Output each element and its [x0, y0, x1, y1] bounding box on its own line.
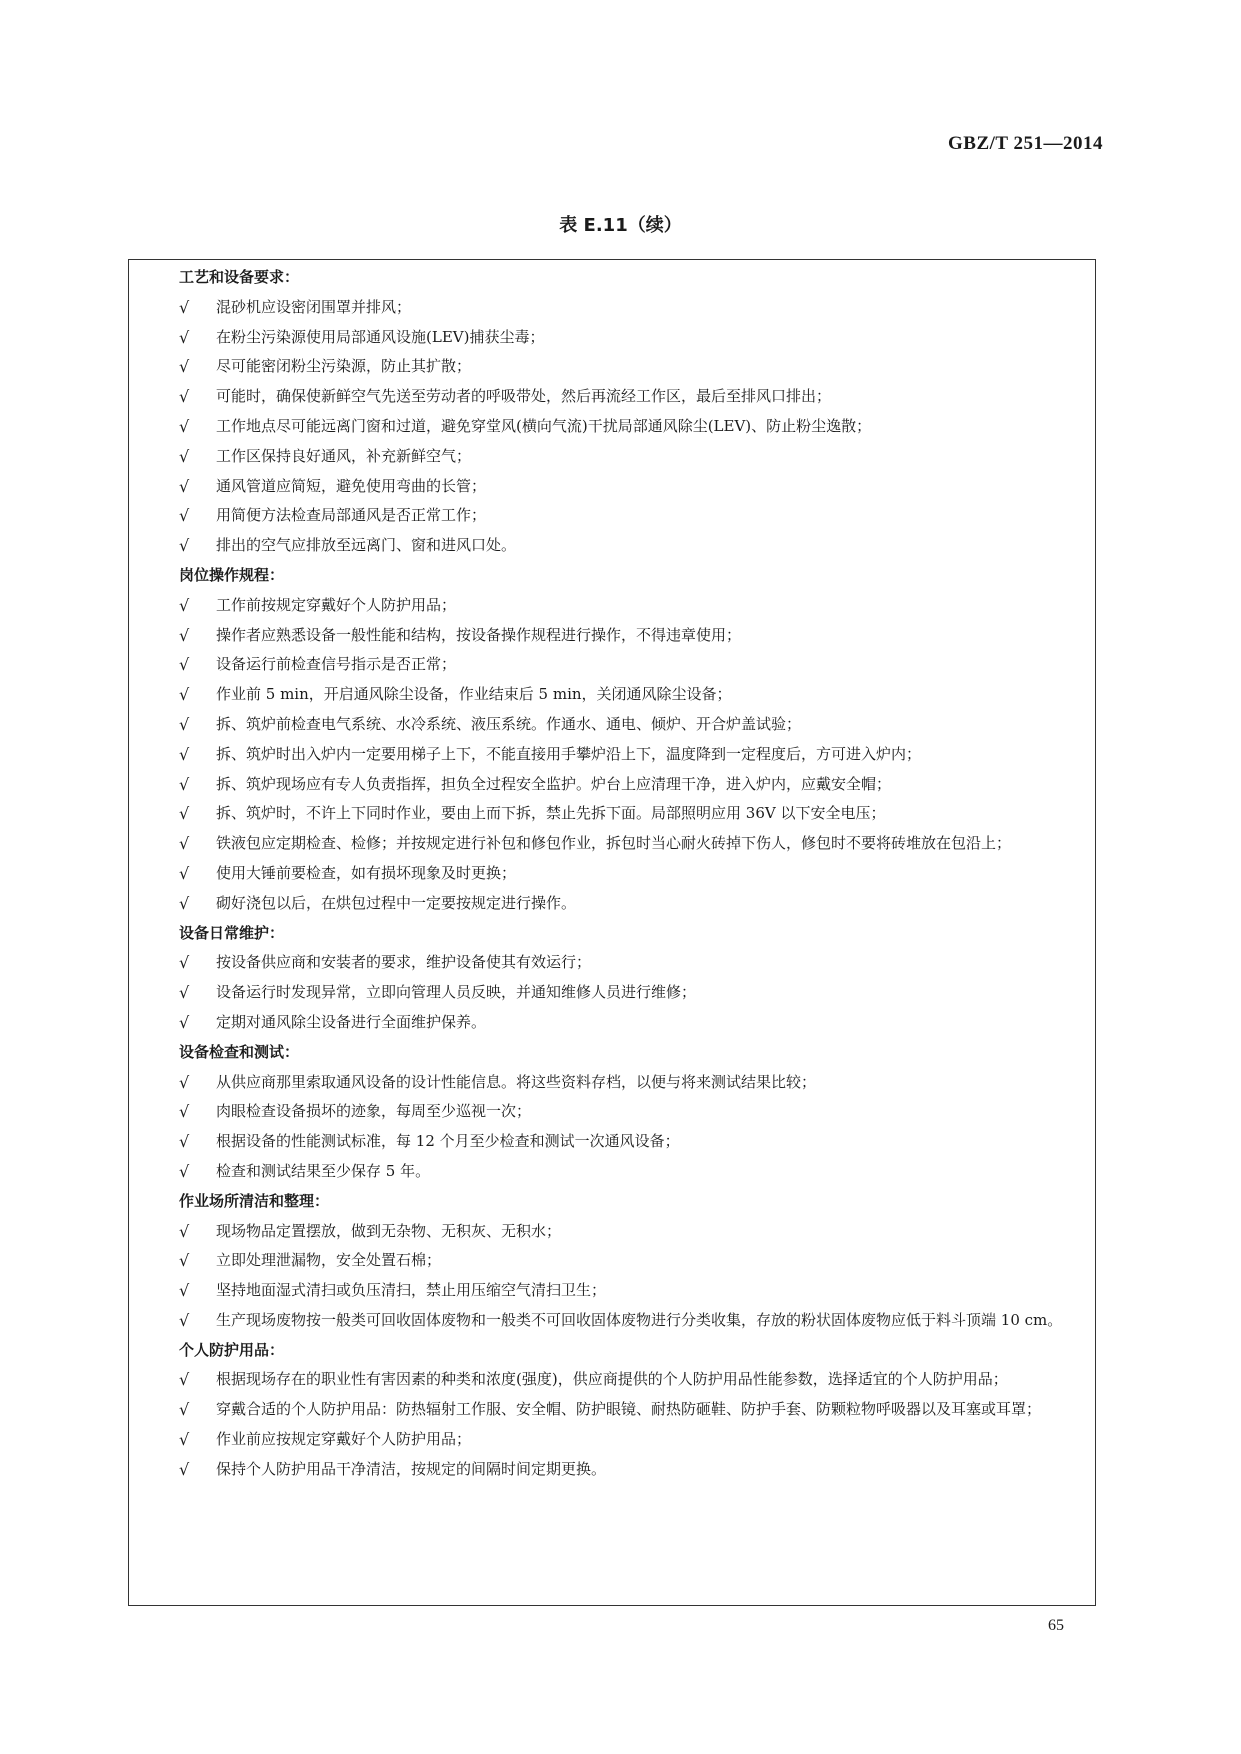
list-item-text: 定期对通风除尘设备进行全面维护保养。	[216, 1012, 487, 1031]
list-item-text: 检查和测试结果至少保存 5 年。	[216, 1161, 431, 1180]
list-item	[179, 680, 1084, 710]
list-item	[179, 412, 1084, 442]
list-item	[179, 799, 1084, 829]
check-mark-icon: √	[179, 685, 190, 705]
check-mark-icon: √	[179, 804, 190, 824]
check-mark-icon: √	[179, 506, 190, 526]
list-item	[179, 1008, 1084, 1038]
check-mark-icon: √	[179, 476, 190, 496]
list-item-text: 坚持地面湿式清扫或负压清扫，禁止用压缩空气清扫卫生；	[216, 1281, 607, 1300]
list-item-text: 按设备供应商和安装者的要求，维护设备使其有效运行；	[216, 953, 592, 972]
list-item	[179, 472, 1084, 502]
list-item	[179, 501, 1084, 531]
section-heading: 个人防护用品：	[179, 1340, 285, 1359]
list-item-text: 作业前 5 min，开启通风除尘设备，作业结束后 5 min，关闭通风除尘设备；	[216, 685, 732, 704]
list-item-text: 在粉尘污染源使用局部通风设施(LEV)捕获尘毒；	[216, 327, 545, 346]
check-mark-icon: √	[179, 1161, 190, 1181]
list-item-text: 生产现场废物按一般类可回收固体废物和一般类不可回收固体废物进行分类收集，存放的粉状固体废物应低于料斗顶端 10 cm。	[216, 1310, 1063, 1329]
check-mark-icon: √	[179, 1370, 190, 1390]
check-mark-icon: √	[179, 625, 190, 645]
list-item	[179, 1246, 1084, 1276]
list-item-text: 保持个人防护用品干净清洁，按规定的间隔时间定期更换。	[216, 1459, 607, 1478]
list-item-text: 工作前按规定穿戴好个人防护用品；	[216, 595, 457, 614]
list-item	[179, 948, 1084, 978]
check-mark-icon: √	[179, 1132, 190, 1152]
list-item-text: 用简便方法检查局部通风是否正常工作；	[216, 506, 487, 525]
list-item	[179, 1455, 1084, 1485]
check-mark-icon: √	[179, 387, 190, 407]
list-item	[179, 650, 1084, 680]
check-mark-icon: √	[179, 714, 190, 734]
list-item-text: 砌好浇包以后，在烘包过程中一定要按规定进行操作。	[216, 893, 577, 912]
list-item-text: 拆、筑炉时，不许上下同时作业，要由上而下拆，禁止先拆下面。局部照明应用 36V 以下安全电压；	[216, 804, 886, 823]
requirements-table	[128, 259, 1096, 1606]
list-item	[179, 1395, 1084, 1425]
check-mark-icon: √	[179, 1102, 190, 1122]
list-item-text: 根据现场存在的职业性有害因素的种类和浓度(强度)，供应商提供的个人防护用品性能参数，选择适宜的个人防护用品；	[216, 1370, 1008, 1389]
list-item-text: 从供应商那里索取通风设备的设计性能信息。将这些资料存档，以便与将来测试结果比较；	[216, 1072, 817, 1091]
list-item-text: 可能时，确保使新鲜空气先送至劳动者的呼吸带处，然后再流经工作区，最后至排风口排出；	[216, 387, 832, 406]
section-heading: 设备检查和测试：	[179, 1042, 300, 1061]
list-item	[179, 1217, 1084, 1247]
check-mark-icon: √	[179, 893, 190, 913]
list-item-text: 铁液包应定期检查、检修；并按规定进行补包和修包作业，拆包时当心耐火砖掉下伤人，修包时不要将砖堆放在包沿上；	[216, 834, 1012, 853]
list-item	[179, 710, 1084, 740]
list-item-text: 通风管道应简短，避免使用弯曲的长管；	[216, 476, 487, 495]
table-title: 表 E.11（续）	[559, 215, 682, 236]
check-mark-icon: √	[179, 1251, 190, 1271]
check-mark-icon: √	[179, 327, 190, 347]
list-item-text: 混砂机应设密闭围罩并排风；	[216, 297, 412, 316]
list-item	[179, 1425, 1084, 1455]
check-mark-icon: √	[179, 357, 190, 377]
section-heading: 工艺和设备要求：	[179, 268, 300, 286]
list-item	[179, 1276, 1084, 1306]
list-item	[179, 442, 1084, 472]
list-item	[179, 293, 1084, 323]
check-mark-icon: √	[179, 416, 190, 436]
list-item	[179, 740, 1084, 770]
standard-code: GBZ/T 251—2014	[948, 133, 1103, 154]
list-item-text: 根据设备的性能测试标准，每 12 个月至少检查和测试一次通风设备；	[216, 1132, 680, 1151]
list-item	[179, 621, 1084, 651]
section-heading: 岗位操作规程：	[179, 565, 285, 584]
check-mark-icon: √	[179, 1459, 190, 1479]
check-mark-icon: √	[179, 863, 190, 883]
list-item-text: 穿戴合适的个人防护用品：防热辐射工作服、安全帽、防护眼镜、耐热防砸鞋、防护手套、防颗粒物呼吸器以及耳塞或耳罩；	[216, 1400, 1042, 1419]
list-item-text: 拆、筑炉时出入炉内一定要用梯子上下，不能直接用手攀炉沿上下，温度降到一定程度后，方可进入炉内；	[216, 744, 922, 763]
list-item-text: 拆、筑炉前检查电气系统、水冷系统、液压系统。作通水、通电、倾炉、开合炉盖试验；	[216, 714, 802, 733]
list-item-text: 作业前应按规定穿戴好个人防护用品；	[216, 1430, 472, 1449]
list-item-text: 现场物品定置摆放，做到无杂物、无积灰、无积水；	[216, 1221, 562, 1240]
check-mark-icon: √	[179, 595, 190, 615]
list-item	[179, 978, 1084, 1008]
check-mark-icon: √	[179, 536, 190, 556]
list-item-text: 拆、筑炉现场应有专人负责指挥，担负全过程安全监护。炉台上应清理干净，进入炉内，应戴安全帽；	[216, 774, 892, 793]
check-mark-icon: √	[179, 1072, 190, 1092]
list-item-text: 工作区保持良好通风，补充新鲜空气；	[216, 446, 472, 465]
list-item	[179, 859, 1084, 889]
list-item	[179, 1306, 1084, 1336]
list-item	[179, 1068, 1084, 1098]
check-mark-icon: √	[179, 446, 190, 466]
check-mark-icon: √	[179, 1310, 190, 1330]
check-mark-icon: √	[179, 983, 190, 1003]
list-item	[179, 323, 1084, 353]
list-item-text: 设备运行时发现异常，立即向管理人员反映，并通知维修人员进行维修；	[216, 983, 697, 1002]
check-mark-icon: √	[179, 953, 190, 973]
list-item-text: 肉眼检查设备损坏的迹象，每周至少巡视一次；	[216, 1102, 532, 1121]
check-mark-icon: √	[179, 1430, 190, 1450]
table-content	[179, 263, 1084, 1485]
check-mark-icon: √	[179, 744, 190, 764]
list-item-text: 操作者应熟悉设备一般性能和结构，按设备操作规程进行操作，不得违章使用；	[216, 625, 742, 644]
list-item	[179, 1365, 1084, 1395]
check-mark-icon: √	[179, 834, 190, 854]
list-item	[179, 1097, 1084, 1127]
list-item	[179, 889, 1084, 919]
list-item	[179, 829, 1084, 859]
list-item	[179, 1157, 1084, 1187]
list-item-text: 设备运行前检查信号指示是否正常；	[216, 655, 457, 674]
check-mark-icon: √	[179, 774, 190, 794]
list-item-text: 使用大锤前要检查，如有损坏现象及时更换；	[216, 863, 517, 882]
list-item	[179, 531, 1084, 561]
section-heading: 设备日常维护：	[179, 923, 285, 942]
list-item-text: 排出的空气应排放至远离门、窗和进风口处。	[216, 536, 517, 555]
list-item-text: 尽可能密闭粉尘污染源，防止其扩散；	[216, 357, 472, 376]
check-mark-icon: √	[179, 1400, 190, 1420]
check-mark-icon: √	[179, 297, 190, 317]
list-item	[179, 352, 1084, 382]
list-item-text: 立即处理泄漏物，安全处置石棉；	[216, 1251, 442, 1270]
list-item	[179, 591, 1084, 621]
list-item	[179, 1127, 1084, 1157]
list-item	[179, 770, 1084, 800]
page-number: 65	[1048, 1617, 1064, 1634]
list-item	[179, 382, 1084, 412]
check-mark-icon: √	[179, 1281, 190, 1301]
check-mark-icon: √	[179, 655, 190, 675]
check-mark-icon: √	[179, 1012, 190, 1032]
list-item-text: 工作地点尽可能远离门窗和过道，避免穿堂风(横向气流)干扰局部通风除尘(LEV)、防止粉尘逸散；	[216, 416, 872, 435]
check-mark-icon: √	[179, 1221, 190, 1241]
section-heading: 作业场所清洁和整理：	[179, 1191, 330, 1210]
